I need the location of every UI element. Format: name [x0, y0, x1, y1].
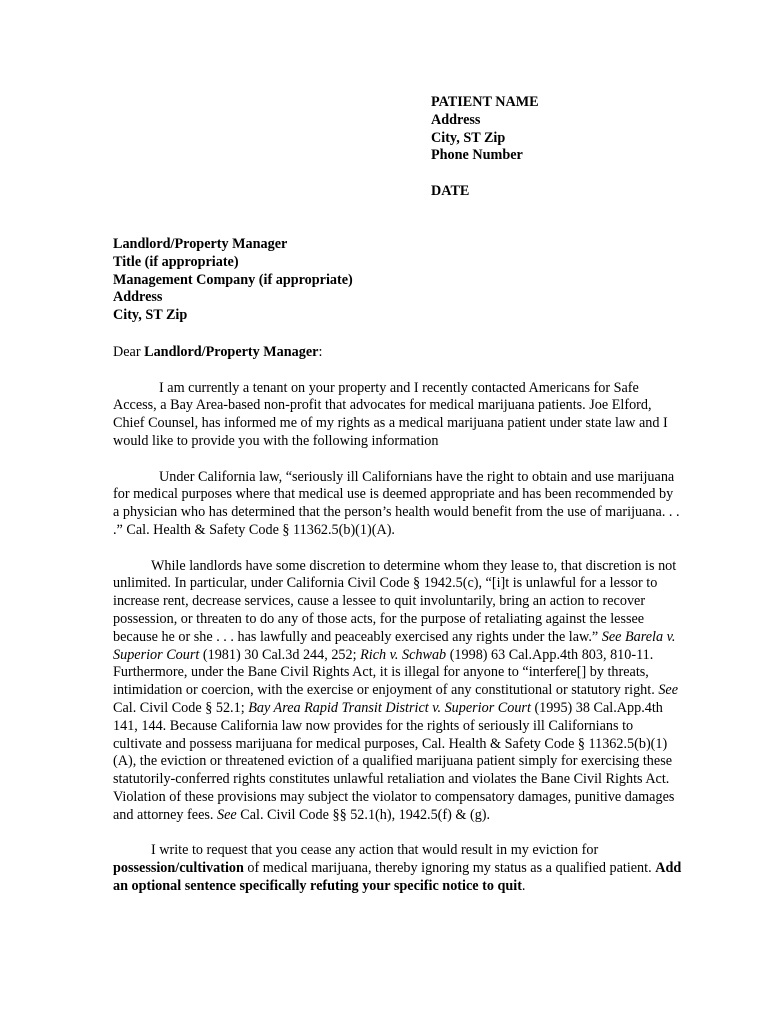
- salutation: [113, 344, 683, 362]
- paragraph-retaliation: [113, 558, 683, 825]
- text-run: I write to request that you cease any action that would result in my eviction for: [151, 842, 599, 859]
- case-citation: Bay Area Rapid Transit District v. Superior Court: [248, 699, 531, 716]
- text-run: (1998) 63 Cal.App.4th 803, 810-11. Furthermore, under the Bane Civil Rights Act, it is illegal for anyone to “interfere[] by threats, intimidation or coercion, with the exercise or enjoyment of any constitutional or statutory right.: [113, 646, 659, 699]
- see-signal: See: [658, 682, 679, 699]
- sender-address: Address: [431, 111, 481, 128]
- sender-city: City, ST Zip: [431, 129, 506, 146]
- text-run: Cal. Civil Code § 52.1;: [113, 699, 249, 716]
- recipient-line-5: City, ST Zip: [113, 307, 188, 324]
- recipient-line-2: Title (if appropriate): [113, 253, 239, 270]
- salutation-name: Landlord/Property Manager: [144, 344, 319, 360]
- recipient-block: [113, 236, 353, 325]
- paragraph-california-law: Under California law, “seriously ill Californians have the right to obtain and use marijuana for medical purposes where that medical use is deemed appropriate and has been recommended by a physician who has determined that the person’s health would benefit from the use of marijuana. . . .” Cal. Health & Safety Code § 11362.5(b)(1)(A).: [113, 468, 680, 538]
- recipient-line-3: Management Company (if appropriate): [113, 271, 353, 288]
- text-run: Cal. Civil Code §§ 52.1(h), 1942.5(f) & (g).: [236, 806, 491, 823]
- recipient-line-1: Landlord/Property Manager: [113, 236, 288, 252]
- letter-date: DATE: [431, 182, 470, 199]
- text-run: of medical marijuana, thereby ignoring my status as a qualified patient.: [243, 860, 656, 877]
- optional-sentence-placeholder: Add an optional sentence specifically refuting your specific notice to quit: [113, 860, 682, 894]
- spacer: [431, 165, 539, 183]
- sender-block: [431, 94, 539, 201]
- salutation-prefix: Dear: [113, 344, 145, 360]
- text-run: (1981) 30 Cal.3d 244, 252;: [199, 646, 361, 663]
- text-run: .: [521, 877, 526, 894]
- paragraph-request: [113, 842, 683, 895]
- bold-phrase: possession/cultivation: [113, 860, 244, 877]
- text-run: (1995) 38 Cal.App.4th 141, 144. Because California law now provides for the rights of seriously ill Californians to cultivate and possess marijuana for medical purposes, Cal. Health & Safety Code § 11362.5(b)(1)(A), the eviction or threatened eviction of a qualified marijuana patient simply for exercising these statutorily-conferred rights constitutes unlawful retaliation and violates the Bane Civil Rights Act. Violation of these provisions may subject the violator to compensatory damages, punitive damages and attorney fees.: [113, 699, 675, 823]
- paragraph-intro: I am currently a tenant on your property and I recently contacted Americans for Safe Access, a Bay Area-based non-profit that advocates for medical marijuana patients. Joe Elford, Chief Counsel, has informed me of my rights as a medical marijuana patient under state law and I would like to provide you with the following information: [113, 379, 668, 449]
- case-citation: Rich v. Schwab: [360, 646, 447, 663]
- case-citation: See Barela v. Superior Court: [113, 628, 676, 663]
- salutation-suffix: :: [318, 344, 323, 360]
- sender-name: PATIENT NAME: [431, 94, 539, 110]
- recipient-line-4: Address: [113, 289, 163, 306]
- sender-phone: Phone Number: [431, 147, 523, 164]
- letter-body: [113, 344, 683, 914]
- text-run: While landlords have some discretion to determine whom they lease to, that discretion is not unlimited. In particular, under California Civil Code § 1942.5(c), “[i]t is unlawful for a lessor to increase rent, decrease services, cause a lessee to quit involuntarily, bring an action to recover possession, or threaten to do any of those acts, for the purpose of retaliating against the lessee because he or she . . . has lawfully and peaceably exercised any rights under the law.”: [113, 557, 677, 645]
- see-signal: See: [217, 806, 237, 823]
